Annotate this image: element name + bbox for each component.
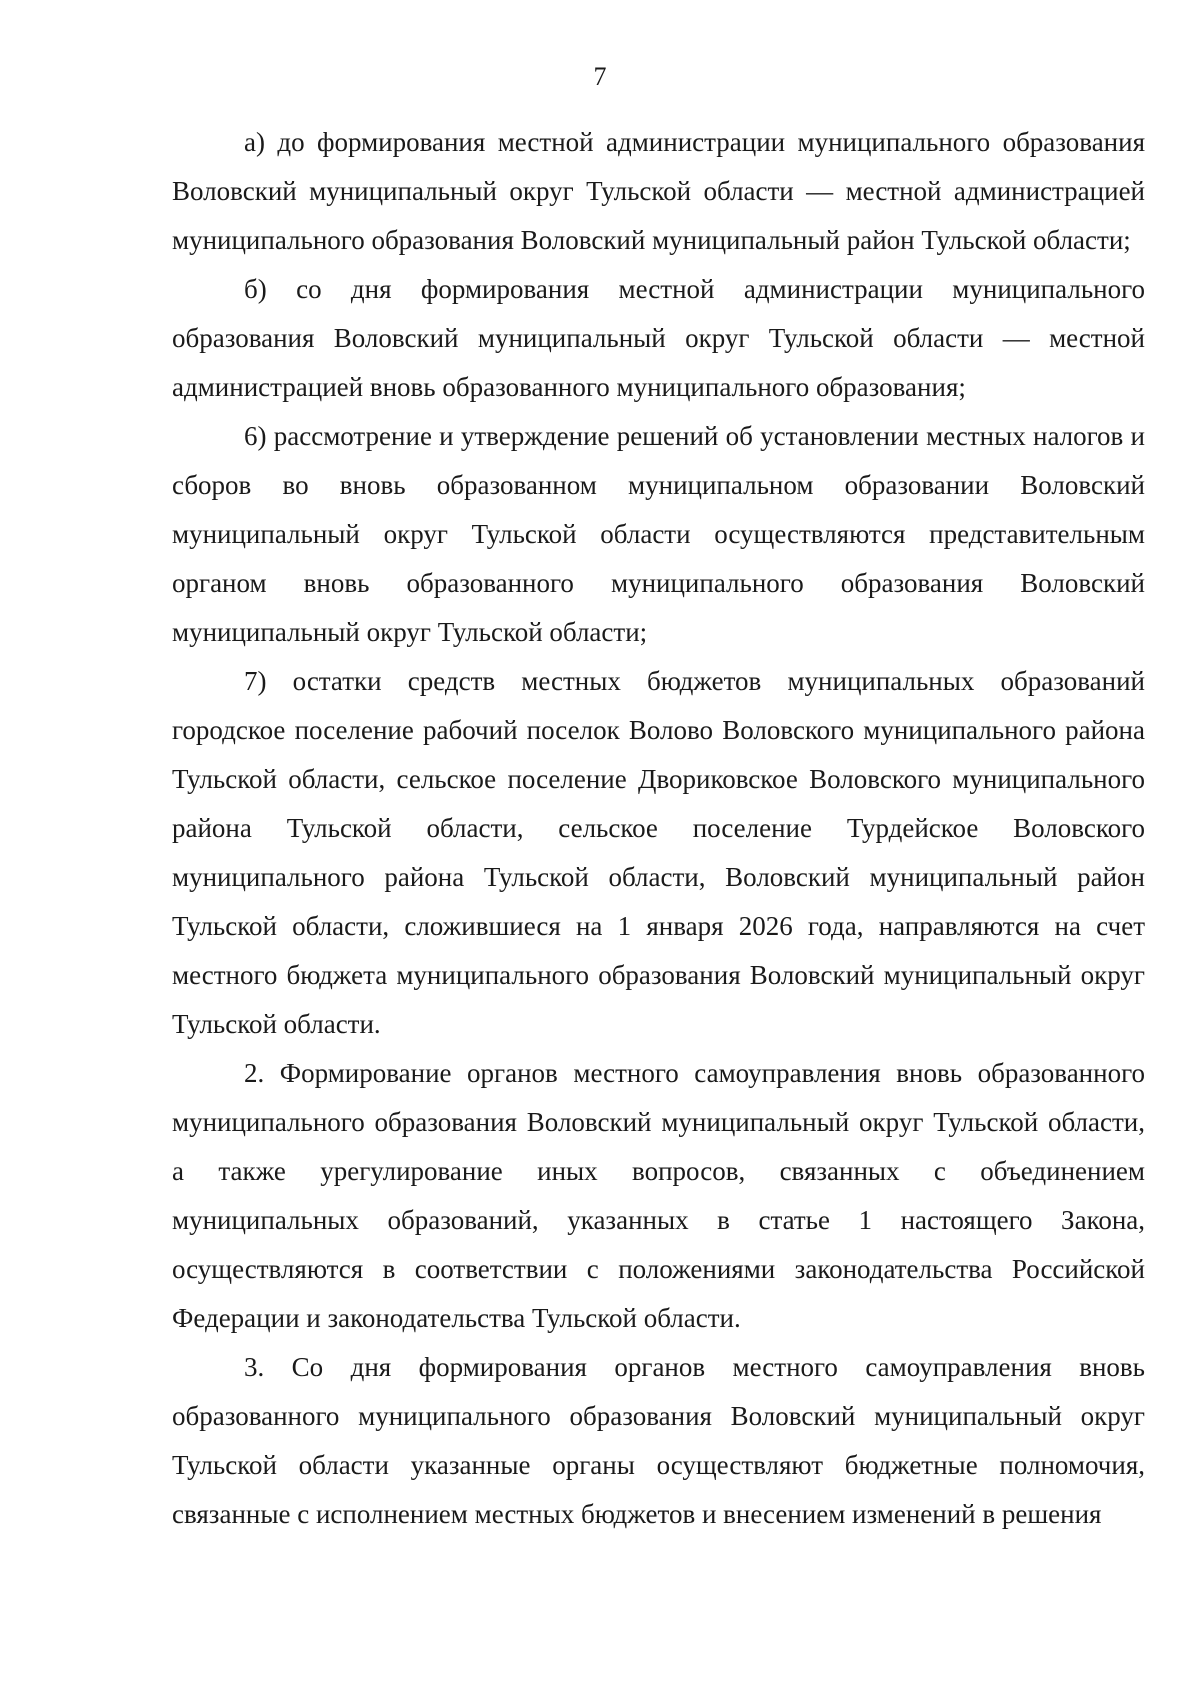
paragraph-item-6: 6) рассмотрение и утверждение решений об установлении местных налогов и сборов во вновь образованном муниципальном образовании Воловский муниципальный округ Тульской области осуществляются представительным органом вновь образованного муниципального образования Воловский муниципальный округ Тульской области; [172, 421, 1145, 647]
paragraph-part-3: 3. Со дня формирования органов местного самоуправления вновь образованного муниципального образования Воловский муниципальный округ Тульской области указанные органы осуществляют бюджетные полномочия, связанные с исполнением местных бюджетов и внесением изменений в решения [172, 1352, 1145, 1529]
paragraph-b: б) со дня формирования местной администрации муниципального образования Воловский муниципальный округ Тульской области — местной администрацией вновь образованного муниципального образования; [172, 274, 1145, 402]
document-body [172, 118, 1145, 1539]
page-number: 7 [593, 62, 607, 91]
paragraph-part-2: 2. Формирование органов местного самоуправления вновь образованного муниципального образования Воловский муниципальный округ Тульской области, а также урегулирование иных вопросов, связанных с объединением муниципальных образований, указанных в статье 1 настоящего Закона, осуществляются в соответствии с положениями законодательства Российской Федерации и законодательства Тульской области. [172, 1058, 1145, 1333]
paragraph-a: а) до формирования местной администрации муниципального образования Воловский муниципальный округ Тульской области — местной администрацией муниципального образования Воловский муниципальный район Тульской области; [172, 127, 1145, 255]
paragraph-item-7: 7) остатки средств местных бюджетов муниципальных образований городское поселение рабочий поселок Волово Воловского муниципального района Тульской области, сельское поселение Двориковское Воловского муниципального района Тульской области, сельское поселение Турдейское Воловского муниципального района Тульской области, Воловский муниципальный район Тульской области, сложившиеся на 1 января 2026 года, направляются на счет местного бюджета муниципального образования Воловский муниципальный округ Тульской области. [172, 666, 1145, 1039]
